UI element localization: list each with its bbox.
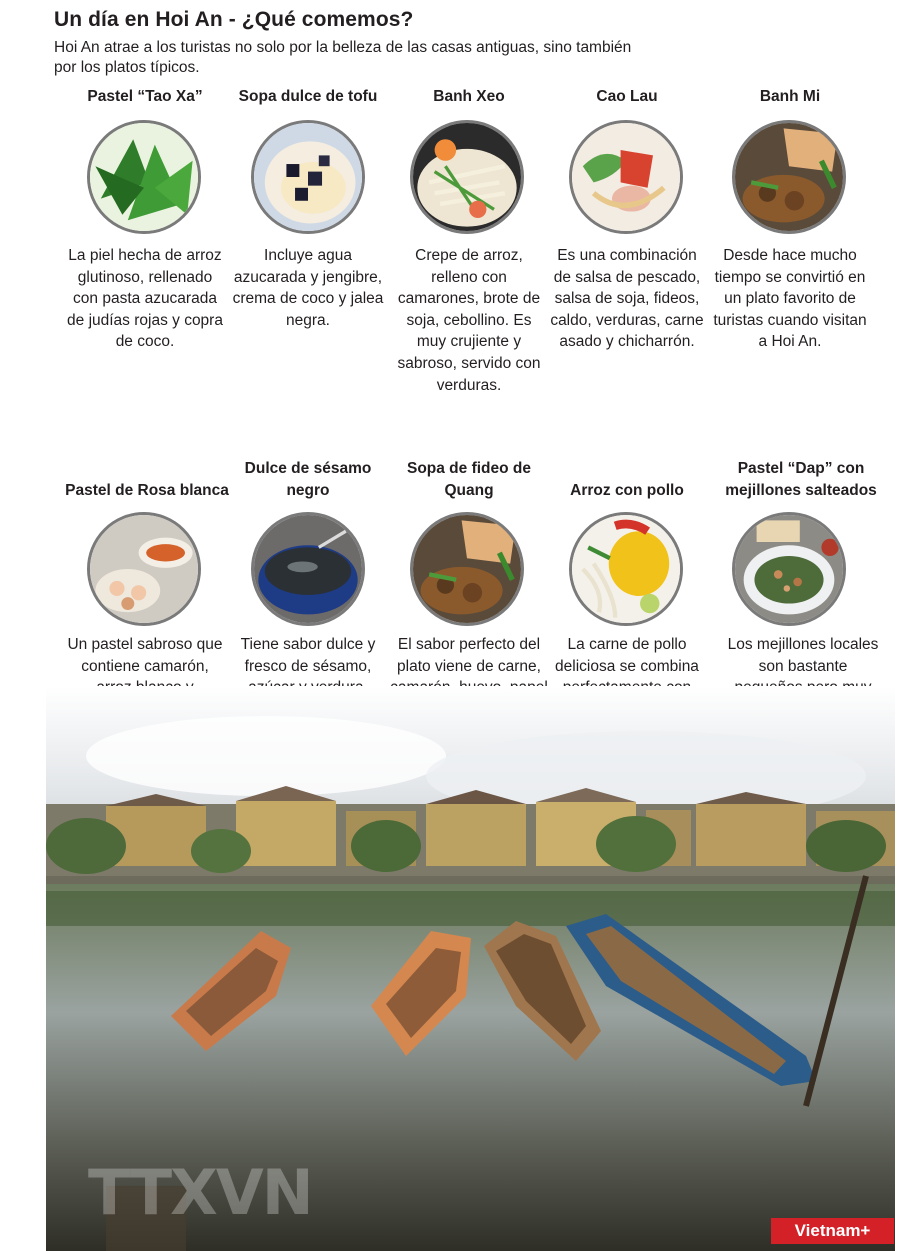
dish-card-banh-mi: [711, 84, 869, 108]
dish-name: Pastel de Rosa blanca: [65, 482, 229, 499]
page-subtitle: Hoi An atrae a los turistas no solo por la belleza de las casas antiguas, sino también por los platos típicos.: [54, 39, 632, 76]
dish-description: Crepe de arroz, relleno con camarones, brote de soja, cebollino. Es muy crujiente y sabroso, servido con verduras.: [397, 247, 541, 394]
dish-description: Incluye agua azucarada y jengibre, crema de coco y jalea negra.: [232, 247, 384, 329]
dish-description: La carne de pollo deliciosa se combina: [555, 636, 699, 675]
dish-name: Pastel “Tao Xa”: [87, 88, 203, 105]
dish-name: Banh Xeo: [433, 88, 505, 105]
dish-name: Arroz con pollo: [570, 482, 684, 499]
banh-xeo-photo: [410, 120, 524, 234]
dish-card-black-sesame: [229, 458, 387, 502]
dish-description: Tiene sabor dulce y fresco de sésamo,: [240, 636, 376, 675]
watermark: TTXVN: [88, 1156, 312, 1229]
tofu-sweet-soup-photo: [251, 120, 365, 234]
dish-description: La piel hecha de arroz glutinoso, rellenado con pasta azucarada de judías rojas y copra de coco.: [67, 247, 223, 351]
dish-card-chicken-rice: [548, 458, 706, 502]
dap-cake-mussels-photo: [732, 512, 846, 626]
dish-name: Dulce de sésamo negro: [244, 460, 372, 499]
chicken-rice-photo: [569, 512, 683, 626]
white-rose-dumpling-photo: [87, 512, 201, 626]
dish-card-banh-xeo: [390, 84, 548, 108]
dish-card-cao-lau: [548, 84, 706, 108]
dish-name: Sopa dulce de tofu: [238, 88, 378, 105]
dish-name: Pastel “Dap” con mejillones salteados: [725, 460, 877, 499]
dish-card-tofu-soup: [229, 84, 387, 108]
page-title: Un día en Hoi An - ¿Qué comemos?: [54, 8, 414, 31]
banh-mi-photo: [732, 120, 846, 234]
dish-name: Sopa de fideo de Quang: [406, 460, 531, 499]
dish-description: Es una combinación de salsa de pescado, salsa de soja, fideos, caldo, verduras, carne asado y chicharrón.: [550, 247, 704, 351]
dish-name: Banh Mi: [759, 88, 821, 105]
dish-name: Cao Lau: [596, 88, 658, 105]
dish-description: Desde hace mucho tiempo se convirtió en un plato favorito de turistas cuando visitan a Hoi An.: [713, 247, 867, 351]
dish-card-dap-cake: [708, 458, 894, 502]
dish-card-tao-xa: [66, 84, 224, 108]
black-sesame-soup-photo: [251, 512, 365, 626]
dish-description: El sabor perfecto del plato viene de carne,: [397, 636, 541, 675]
quang-noodle-photo: [410, 512, 524, 626]
cao-lau-photo: [569, 120, 683, 234]
dish-description: Un pastel sabroso que contiene camarón,: [67, 636, 223, 675]
dish-card-white-rose: [56, 458, 238, 502]
dish-card-quang-noodle: [390, 458, 548, 502]
dish-description: Los mejillones locales son bastante: [727, 636, 879, 675]
brand-logo: Vietnam+: [771, 1218, 894, 1244]
leaf-wrapped-cake-photo: [87, 120, 201, 234]
